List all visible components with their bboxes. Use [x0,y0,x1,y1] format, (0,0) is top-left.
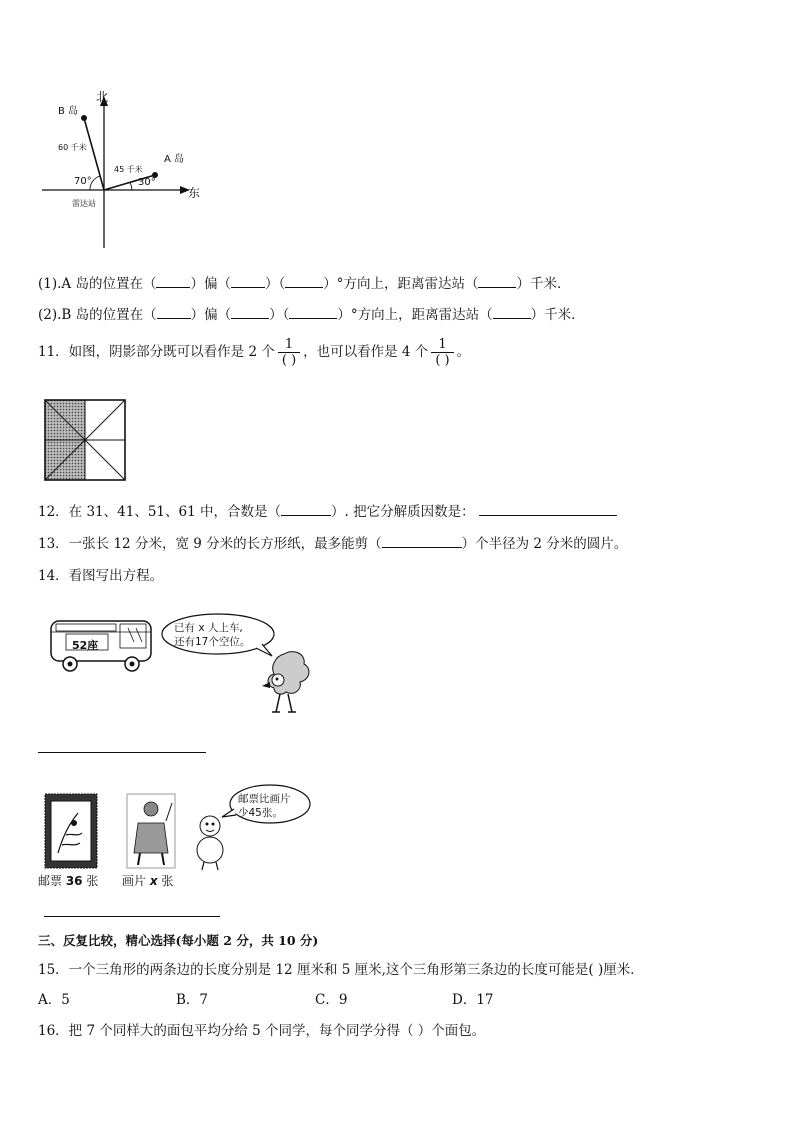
stamp-icon [44,793,98,869]
answer-blank[interactable] [479,503,617,516]
island-b-label: B 岛 [58,106,79,117]
picture-card-image [126,793,176,869]
shaded-square-svg [44,399,126,481]
answer-blank[interactable] [231,275,265,288]
bubble2-line2: 少45张。 [238,807,283,819]
answer-blank[interactable] [289,306,337,319]
q11: 11．如图，阴影部分既可以看作是 2 个 $\frac{1}{( )}$ ，也可以看作是 4 个 $\frac{1}{( )}$ 。 [38,337,471,368]
stamp-image [44,793,98,869]
rooster-character [254,646,314,716]
q14-title: 14．看图写出方程。 [38,568,164,584]
bubble1-line1: 已有 x 人上车, [174,622,243,634]
answer-blank[interactable] [156,275,190,288]
compass-diagram [38,88,218,253]
q12: 12．在 31、41、51、61 中，合数是（ ）. 把它分解质因数是： [38,500,617,520]
q10-sub2: (2).B 岛的位置在（ ）偏（ ）（ ）°方向上，距离雷达站（ ）千米． [38,307,585,323]
fraction: $\frac{1}{( )}$ [278,337,300,368]
option-a[interactable]: A．5 [38,992,70,1008]
answer-line[interactable] [44,916,220,917]
q15: 15．一个三角形的两条边的长度分别是 12 厘米和 5 厘米,这个三角形第三条边的长度可能是( )厘米． [38,962,644,978]
north-label: 北 [96,90,109,104]
warrior-picture-icon [126,793,176,869]
answer-blank[interactable] [382,535,462,548]
distance-a-label: 45 千米 [114,165,143,174]
answer-blank[interactable] [478,275,516,288]
option-d[interactable]: D．17 [452,992,494,1008]
q10-sub1: (1).A 岛的位置在（ ）偏（ ）（ ）°方向上，距离雷达站（ ）千米． [38,276,571,292]
speech-bubble-2 [220,783,312,829]
rooster-icon [254,646,314,716]
answer-blank[interactable] [231,306,269,319]
stamp-caption: 邮票 36 张 [38,874,99,888]
bus-illustration [48,618,156,674]
east-label: 东 [188,186,201,200]
answer-blank[interactable] [157,306,191,319]
answer-blank[interactable] [285,275,323,288]
angle-a-label: 30° [138,177,156,188]
angle-b-label: 70° [74,176,92,187]
distance-b-label: 60 千米 [58,143,87,152]
section-title: 三、反复比较，精心选择(每小题 2 分，共 10 分) [38,933,319,948]
answer-blank[interactable] [281,503,331,516]
bubble1-line2: 还有17个空位。 [174,636,251,648]
picture-caption: 画片 x 张 [122,874,174,888]
bubble2-line1: 邮票比画片 [238,793,291,805]
fraction: $\frac{1}{( )}$ [431,337,453,368]
q13: 13．一张长 12 分米，宽 9 分米的长方形纸，最多能剪（ ）个半径为 2 分米的圆片。 [38,536,628,552]
radar-station-label: 雷达站 [72,199,96,208]
bus-svg [48,618,156,674]
square-figure [44,399,126,485]
option-b[interactable]: B．7 [176,992,209,1008]
bus-seat-label: 52座 [72,639,99,652]
answer-line[interactable] [38,752,206,753]
option-c[interactable]: C．9 [315,992,348,1008]
island-a-label: A 岛 [164,154,185,165]
answer-blank[interactable] [493,306,531,319]
q16: 16．把 7 个同样大的面包平均分给 5 个同学，每个同学分得（ ）个面包。 [38,1023,486,1039]
